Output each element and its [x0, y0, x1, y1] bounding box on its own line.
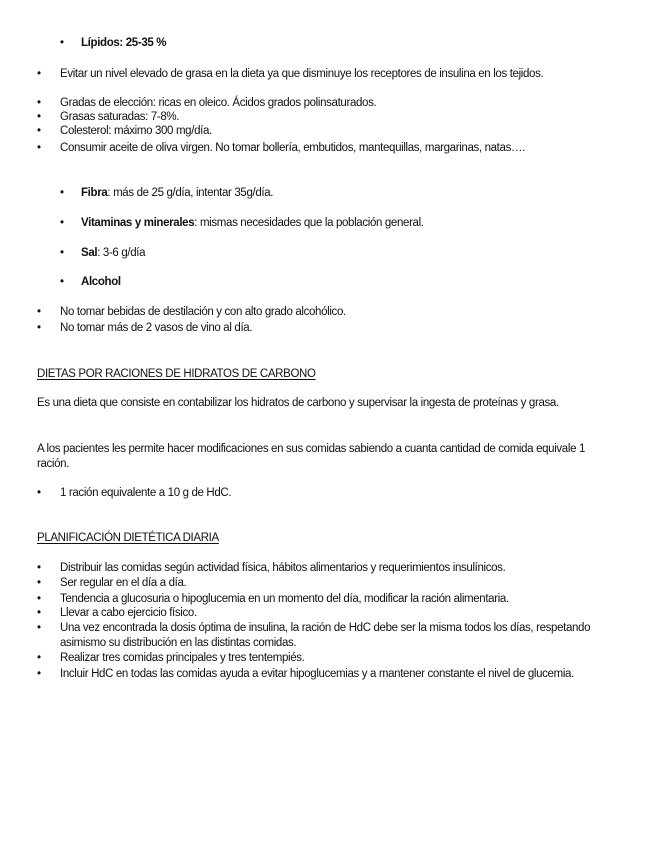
- list-item: [37, 141, 617, 156]
- list-item-text: Distribuir las comidas según actividad física, hábitos alimentarios y requerimientos insulínicos.: [60, 562, 506, 574]
- vitaminas-text: : mismas necesidades que la población general.: [194, 217, 424, 229]
- paragraph: Es una dieta que consiste en contabilizar los hidratos de carbono y supervisar la ingesta de proteínas y grasa.: [37, 397, 559, 409]
- sal-subheading: [60, 246, 600, 261]
- list-item: [37, 96, 617, 111]
- bullet: •: [37, 593, 41, 605]
- bullet: •: [37, 577, 41, 589]
- paragraph: A los pacientes les permite hacer modificaciones en sus comidas sabiendo a cuanta cantidad de comida equivale 1 ración.: [37, 443, 585, 470]
- bullet: •: [37, 668, 41, 680]
- list-item-text: Realizar tres comidas principales y tres tentempiés.: [60, 652, 305, 664]
- fibra-subheading: [60, 186, 600, 201]
- list-item: [37, 651, 617, 666]
- bullet: •: [37, 125, 41, 137]
- section-heading-planificacion: PLANIFICACIÓN DIETÉTICA DIARIA: [37, 532, 219, 544]
- list-item: [37, 321, 617, 336]
- list-item: [37, 576, 617, 591]
- fibra-text: : más de 25 g/día, intentar 35g/día.: [107, 187, 274, 199]
- bullet: •: [37, 322, 41, 334]
- list-item-text: Incluir HdC en todas las comidas ayuda a evitar hipoglucemias y a mantener constante el nivel de glucemia.: [60, 668, 574, 680]
- list-item-text: Consumir aceite de oliva virgen. No tomar bollería, embutidos, mantequillas, margarinas, natas….: [60, 142, 525, 154]
- bullet: •: [60, 247, 64, 259]
- list-item-text: No tomar más de 2 vasos de vino al día.: [60, 322, 253, 334]
- list-item-text: Una vez encontrada la dosis óptima de insulina, la ración de HdC debe ser la misma todos los días, respetando asimismo su distribución en las distintas comidas.: [60, 622, 591, 649]
- alcohol-subheading: [60, 275, 600, 290]
- lipidos-subheading: [60, 36, 600, 51]
- list-item: [37, 561, 617, 576]
- bullet: •: [37, 111, 41, 123]
- fibra-label: Fibra: [81, 187, 108, 199]
- list-item: [37, 124, 617, 139]
- vitaminas-label: Vitaminas y minerales: [81, 217, 195, 229]
- bullet: •: [37, 652, 41, 664]
- list-item-text: Gradas de elección: ricas en oleico. Ácidos grados polinsaturados.: [60, 97, 377, 109]
- alcohol-title: Alcohol: [81, 276, 121, 288]
- bullet: •: [60, 217, 64, 229]
- bullet: •: [60, 276, 64, 288]
- list-item-text: Ser regular en el día a día.: [60, 577, 187, 589]
- list-item: [37, 621, 617, 650]
- bullet: •: [37, 306, 41, 318]
- list-item: [37, 606, 617, 621]
- bullet: •: [37, 487, 41, 499]
- list-item-text: Llevar a cabo ejercicio físico.: [60, 607, 197, 619]
- list-item: [37, 486, 617, 501]
- list-item-text: Grasas saturadas: 7-8%.: [60, 111, 180, 123]
- bullet: •: [37, 97, 41, 109]
- bullet: •: [60, 37, 64, 49]
- bullet: •: [37, 142, 41, 154]
- bullet: •: [37, 622, 41, 634]
- list-item-text: Tendencia a glucosuria o hipoglucemia en un momento del día, modificar la ración alimentaria.: [60, 593, 509, 605]
- list-item: [37, 67, 617, 82]
- vitaminas-subheading: [60, 216, 600, 231]
- sal-text: : 3-6 g/día: [97, 247, 146, 259]
- list-item-text: 1 ración equivalente a 10 g de HdC.: [60, 487, 232, 499]
- list-item-text: No tomar bebidas de destilación y con alto grado alcohólico.: [60, 306, 346, 318]
- bullet: •: [37, 68, 41, 80]
- list-item: [37, 305, 617, 320]
- section-heading-raciones: DIETAS POR RACIONES DE HIDRATOS DE CARBONO: [37, 368, 316, 380]
- list-item-text: Colesterol: máximo 300 mg/día.: [60, 125, 212, 137]
- bullet: •: [37, 607, 41, 619]
- list-item-text: Evitar un nivel elevado de grasa en la dieta ya que disminuye los receptores de insulina en los tejidos.: [60, 68, 544, 80]
- sal-label: Sal: [81, 247, 98, 259]
- bullet: •: [60, 187, 64, 199]
- list-item: [37, 667, 617, 682]
- bullet: •: [37, 562, 41, 574]
- list-item: [37, 592, 617, 607]
- lipidos-title: Lípidos: 25-35 %: [81, 37, 167, 49]
- list-item: [37, 110, 617, 125]
